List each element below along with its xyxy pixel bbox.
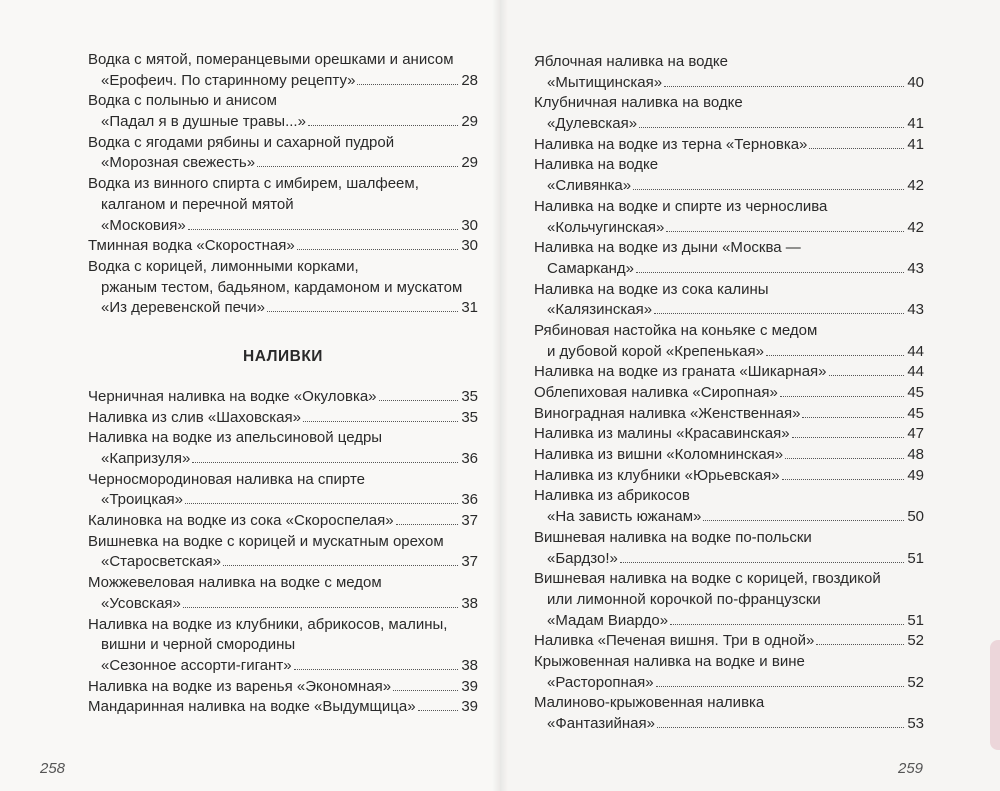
toc-entry: [88, 511, 478, 532]
dot-leader: [766, 342, 904, 356]
toc-page-number: 39: [461, 698, 478, 716]
toc-entry-title: Наливка из абрикосов: [534, 487, 690, 505]
toc-entry: [88, 677, 478, 698]
toc-entry-title: «Из деревенской печи»: [101, 299, 265, 317]
dot-leader: [357, 71, 458, 85]
dot-leader: [664, 73, 904, 87]
toc-entry-title: «Московия»: [101, 216, 186, 234]
toc-entry-line: [88, 511, 478, 532]
toc-entry-title: Малиново-крыжовенная наливка: [534, 694, 765, 712]
page-number-right: 259: [898, 760, 924, 777]
toc-entry-title: «Старосветская»: [101, 553, 221, 571]
dot-leader: [183, 594, 458, 608]
toc-entry: [534, 528, 924, 569]
dot-leader: [294, 656, 458, 670]
toc-entry-line: [88, 656, 478, 677]
toc-entry-title: «Сезонное ассорти-гигант»: [101, 656, 292, 674]
toc-entry-line: [88, 112, 478, 133]
toc-entry-line: [88, 91, 478, 112]
toc-page-number: 44: [907, 363, 924, 381]
toc-entry-line: [534, 218, 924, 239]
toc-page-number: 37: [461, 512, 478, 530]
toc-page-number: 52: [907, 632, 924, 650]
section-heading: НАЛИВКИ: [243, 347, 323, 365]
toc-entry-line: [88, 449, 478, 470]
dot-leader: [267, 298, 458, 312]
page-edge-tab: [990, 640, 1000, 750]
dot-leader: [185, 490, 458, 504]
toc-entry-line: [534, 569, 924, 590]
toc-entry-title: Черничная наливка на водке «Окуловка»: [88, 387, 377, 405]
toc-entry-line: [88, 133, 478, 154]
toc-entry: [88, 408, 478, 429]
toc-page-number: 43: [907, 301, 924, 319]
dot-leader: [809, 135, 904, 149]
toc-group-nalivki-continued: [534, 52, 924, 735]
toc-entry-line: [88, 278, 478, 299]
toc-entry: [534, 631, 924, 652]
toc-entry-title: «Усовская»: [101, 594, 181, 612]
toc-entry: [534, 52, 924, 93]
toc-entry: [534, 93, 924, 134]
toc-entry: [88, 428, 478, 469]
toc-entry-title: Наливка на водке из варенья «Экономная»: [88, 677, 392, 695]
toc-entry-title: «Фантазийная»: [547, 715, 655, 732]
toc-entry-title: «Мадам Виардо»: [547, 611, 669, 629]
toc-entry-title: Наливка на водке из сока калины: [534, 280, 769, 298]
dot-leader: [656, 673, 904, 687]
toc-entry-title: Черносмородиновая наливка на спирте: [88, 470, 365, 488]
toc-entry-line: [534, 135, 924, 156]
toc-entry-line: [88, 615, 478, 636]
toc-entry: [534, 362, 924, 383]
toc-page-number: 35: [461, 387, 478, 405]
toc-entry-title: ржаным тестом, бадьяном, кардамоном и мускатом: [101, 278, 463, 296]
dot-leader: [666, 218, 904, 232]
dot-leader: [308, 112, 458, 126]
toc-entry-line: [88, 195, 478, 216]
dot-leader: [257, 153, 458, 167]
toc-entry-line: [534, 549, 924, 570]
toc-entry-line: [88, 552, 478, 573]
toc-entry-title: Клубничная наливка на водке: [534, 94, 743, 112]
toc-entry: [534, 321, 924, 362]
toc-entry-title: Вишневая наливка на водке с корицей, гвоздикой: [534, 570, 881, 588]
toc-page-number: 50: [907, 508, 924, 526]
toc-entry-line: [88, 50, 478, 71]
toc-entry-line: [534, 673, 924, 694]
dot-leader: [657, 714, 904, 728]
dot-leader: [303, 408, 458, 422]
toc-entry: [534, 155, 924, 196]
dot-leader: [379, 387, 458, 401]
toc-entry-title: Наливка из клубники «Юрьевская»: [534, 466, 780, 484]
dot-leader: [192, 449, 458, 463]
toc-entry-title: Вишневая наливка на водке по-польски: [534, 528, 812, 546]
dot-leader: [792, 424, 904, 438]
toc-entry-line: [534, 176, 924, 197]
toc-entry-title: Крыжовенная наливка на водке и вине: [534, 652, 805, 670]
toc-entry-line: [88, 298, 478, 319]
toc-entry-line: [88, 71, 478, 92]
toc-entry-line: [534, 238, 924, 259]
toc-entry: [88, 387, 478, 408]
toc-entry-title: или лимонной корочкой по-французски: [547, 590, 821, 608]
toc-page-number: 40: [907, 73, 924, 91]
toc-entry: [534, 569, 924, 631]
toc-entry-line: [88, 697, 478, 718]
toc-entry-line: [88, 573, 478, 594]
dot-leader: [620, 549, 904, 563]
toc-page-number: 42: [907, 218, 924, 236]
toc-page-number: 41: [907, 135, 924, 153]
toc-page-number: 38: [461, 594, 478, 612]
toc-page-number: 49: [907, 466, 924, 484]
toc-entry: [534, 652, 924, 693]
toc-entry: [534, 280, 924, 321]
toc-page-number: 38: [461, 656, 478, 674]
toc-group-vodka: [88, 50, 478, 319]
toc-entry: [534, 404, 924, 425]
toc-entry: [534, 445, 924, 466]
toc-entry-title: Мандаринная наливка на водке «Выдумщица»: [88, 698, 416, 716]
toc-entry-line: [88, 635, 478, 656]
toc-entry: [88, 50, 478, 91]
dot-leader: [636, 259, 904, 273]
toc-page-number: 36: [461, 450, 478, 467]
toc-entry-line: [534, 590, 924, 611]
toc-entry-line: [534, 424, 924, 445]
dot-leader: [785, 445, 904, 459]
toc-entry: [88, 257, 478, 319]
toc-page-number: 51: [907, 549, 924, 567]
toc-page-number: 51: [907, 611, 924, 629]
toc-entry-title: Водка с ягодами рябины и сахарной пудрой: [88, 133, 395, 151]
toc-entry-title: Рябиновая настойка на коньяке с медом: [534, 321, 818, 339]
toc-entry-line: [534, 197, 924, 218]
toc-page-number: 29: [461, 113, 478, 131]
toc-entry-title: Виноградная наливка «Женственная»: [534, 404, 801, 422]
toc-page-number: 52: [907, 673, 924, 691]
toc-entry-line: [534, 652, 924, 673]
toc-entry-title: Водка из винного спирта с имбирем, шалфеем,: [88, 175, 419, 193]
toc-page-number: 28: [461, 71, 478, 89]
right-toc-column: [534, 52, 924, 735]
toc-entry-line: [534, 362, 924, 383]
toc-entry: [88, 236, 478, 257]
toc-entry-title: «Мытищинская»: [547, 73, 663, 91]
dot-leader: [703, 507, 904, 521]
toc-entry-title: Самарканд»: [547, 259, 634, 277]
dot-leader: [396, 511, 458, 525]
toc-entry-title: и дубовой корой «Крепенькая»: [547, 342, 764, 360]
toc-entry-title: «Сливянка»: [547, 177, 632, 195]
toc-entry-title: «Дулевская»: [547, 115, 638, 133]
toc-entry-title: «Ерофеич. По старинному рецепту»: [101, 71, 356, 89]
toc-entry: [534, 424, 924, 445]
toc-page-number: 45: [907, 384, 924, 401]
toc-page-number: 53: [907, 715, 924, 732]
toc-entry-line: [534, 486, 924, 507]
toc-entry-title: вишни и черной смородины: [101, 636, 296, 654]
dot-leader: [223, 552, 458, 566]
toc-entry-title: «Кольчугинская»: [547, 218, 665, 236]
toc-entry-line: [534, 155, 924, 176]
toc-entry-title: «На зависть южанам»: [547, 508, 702, 526]
left-toc-column: [88, 50, 478, 718]
toc-entry: [88, 697, 478, 718]
toc-entry-title: Облепиховая наливка «Сиропная»: [534, 384, 778, 401]
toc-entry-line: [88, 594, 478, 615]
toc-entry-title: «Троицкая»: [101, 491, 184, 509]
toc-entry: [534, 238, 924, 279]
toc-group-nalivki: [88, 387, 478, 718]
dot-leader: [782, 466, 904, 480]
toc-entry-line: [534, 714, 924, 735]
toc-entry-title: Наливка «Печеная вишня. Три в одной»: [534, 632, 815, 650]
toc-entry-title: «Падал я в душные травы...»: [101, 113, 306, 131]
toc-entry-line: [534, 52, 924, 73]
toc-entry: [88, 615, 478, 677]
toc-entry-title: калганом и перечной мятой: [101, 195, 294, 213]
toc-entry: [88, 91, 478, 132]
dot-leader: [654, 300, 904, 314]
toc-entry-line: [534, 114, 924, 135]
toc-entry-title: Тминная водка «Скоростная»: [88, 237, 295, 255]
toc-entry: [88, 174, 478, 236]
toc-entry-line: [88, 236, 478, 257]
toc-entry-title: Наливка на водке: [534, 156, 659, 174]
toc-entry-title: Наливка на водке из клубники, абрикосов, малины,: [88, 615, 448, 633]
toc-page-number: 29: [461, 154, 478, 172]
toc-page-number: 44: [907, 342, 924, 360]
toc-entry-line: [534, 342, 924, 363]
toc-entry-title: «Бардзо!»: [547, 549, 618, 567]
toc-entry-title: Наливка на водке из апельсиновой цедры: [88, 429, 383, 447]
toc-entry-line: [88, 257, 478, 278]
toc-entry-line: [88, 428, 478, 449]
toc-page-number: 35: [461, 408, 478, 426]
toc-entry-title: Наливка на водке из дыни «Москва —: [534, 239, 801, 257]
toc-entry-line: [534, 466, 924, 487]
toc-entry-line: [534, 528, 924, 549]
toc-page-number: 30: [461, 237, 478, 255]
page-number-left: 258: [40, 760, 66, 777]
toc-entry: [88, 573, 478, 614]
dot-leader: [188, 216, 458, 230]
toc-entry-line: [88, 153, 478, 174]
toc-page-number: 42: [907, 177, 924, 195]
toc-entry-line: [534, 259, 924, 280]
toc-page-number: 43: [907, 259, 924, 277]
toc-entry-line: [534, 507, 924, 528]
toc-entry: [534, 466, 924, 487]
dot-leader: [633, 176, 904, 190]
toc-entry-line: [534, 73, 924, 94]
toc-entry-title: Калиновка на водке из сока «Скороспелая»: [88, 512, 394, 530]
toc-entry-line: [88, 677, 478, 698]
dot-leader: [802, 404, 904, 418]
book-gutter: [492, 0, 508, 791]
toc-page-number: 37: [461, 553, 478, 571]
toc-entry-title: Яблочная наливка на водке: [534, 53, 728, 70]
toc-page-number: 41: [907, 115, 924, 133]
dot-leader: [816, 631, 904, 645]
dot-leader: [297, 236, 458, 250]
toc-entry: [534, 383, 924, 404]
toc-page-number: 31: [461, 299, 478, 317]
toc-page-number: 48: [907, 446, 924, 464]
toc-entry: [534, 693, 924, 734]
toc-entry: [534, 197, 924, 238]
toc-entry: [88, 470, 478, 511]
toc-entry-title: Наливка из вишни «Коломнинская»: [534, 446, 784, 464]
toc-entry-title: Наливка из малины «Красавинская»: [534, 425, 790, 443]
toc-entry-title: Водка с полынью и анисом: [88, 92, 277, 110]
toc-page-number: 45: [907, 404, 924, 422]
toc-page-number: 30: [461, 216, 478, 234]
toc-entry-line: [88, 490, 478, 511]
toc-entry: [534, 135, 924, 156]
toc-entry-line: [534, 404, 924, 425]
toc-entry-title: Водка с корицей, лимонными корками,: [88, 257, 359, 275]
dot-leader: [639, 114, 904, 128]
toc-page-number: 47: [907, 425, 924, 443]
toc-entry-line: [88, 408, 478, 429]
toc-entry-line: [534, 300, 924, 321]
toc-entry-line: [534, 280, 924, 301]
toc-page-number: 36: [461, 491, 478, 509]
toc-entry-title: Водка с мятой, померанцевыми орешками и анисом: [88, 51, 454, 68]
toc-entry-line: [534, 693, 924, 714]
dot-leader: [780, 383, 904, 397]
toc-entry-line: [534, 383, 924, 404]
toc-entry-line: [88, 470, 478, 491]
dot-leader: [418, 697, 458, 711]
toc-entry-title: Наливка на водке из граната «Шикарная»: [534, 363, 827, 381]
dot-leader: [670, 611, 904, 625]
toc-entry-title: Наливка на водке из терна «Терновка»: [534, 135, 808, 153]
toc-entry: [88, 532, 478, 573]
toc-entry-title: «Расторопная»: [547, 673, 654, 691]
toc-page-number: 39: [461, 677, 478, 695]
toc-entry-title: «Морозная свежесть»: [101, 154, 256, 172]
toc-entry-line: [534, 631, 924, 652]
toc-entry-line: [88, 216, 478, 237]
dot-leader: [393, 677, 458, 691]
toc-entry-line: [534, 445, 924, 466]
toc-entry-title: Вишневка на водке с корицей и мускатным орехом: [88, 532, 444, 550]
dot-leader: [829, 362, 905, 376]
toc-entry-line: [534, 611, 924, 632]
toc-entry-title: «Калязинская»: [547, 301, 653, 319]
toc-entry-line: [534, 93, 924, 114]
toc-entry-title: Наливка из слив «Шаховская»: [88, 408, 301, 426]
toc-entry-line: [88, 532, 478, 553]
toc-entry-title: Можжевеловая наливка на водке с медом: [88, 574, 382, 592]
toc-entry-line: [88, 174, 478, 195]
toc-entry: [534, 486, 924, 527]
toc-entry-title: Наливка на водке и спирте из чернослива: [534, 197, 828, 215]
toc-entry-line: [534, 321, 924, 342]
toc-entry: [88, 133, 478, 174]
toc-entry-line: [88, 387, 478, 408]
toc-entry-title: «Капризуля»: [101, 450, 191, 467]
